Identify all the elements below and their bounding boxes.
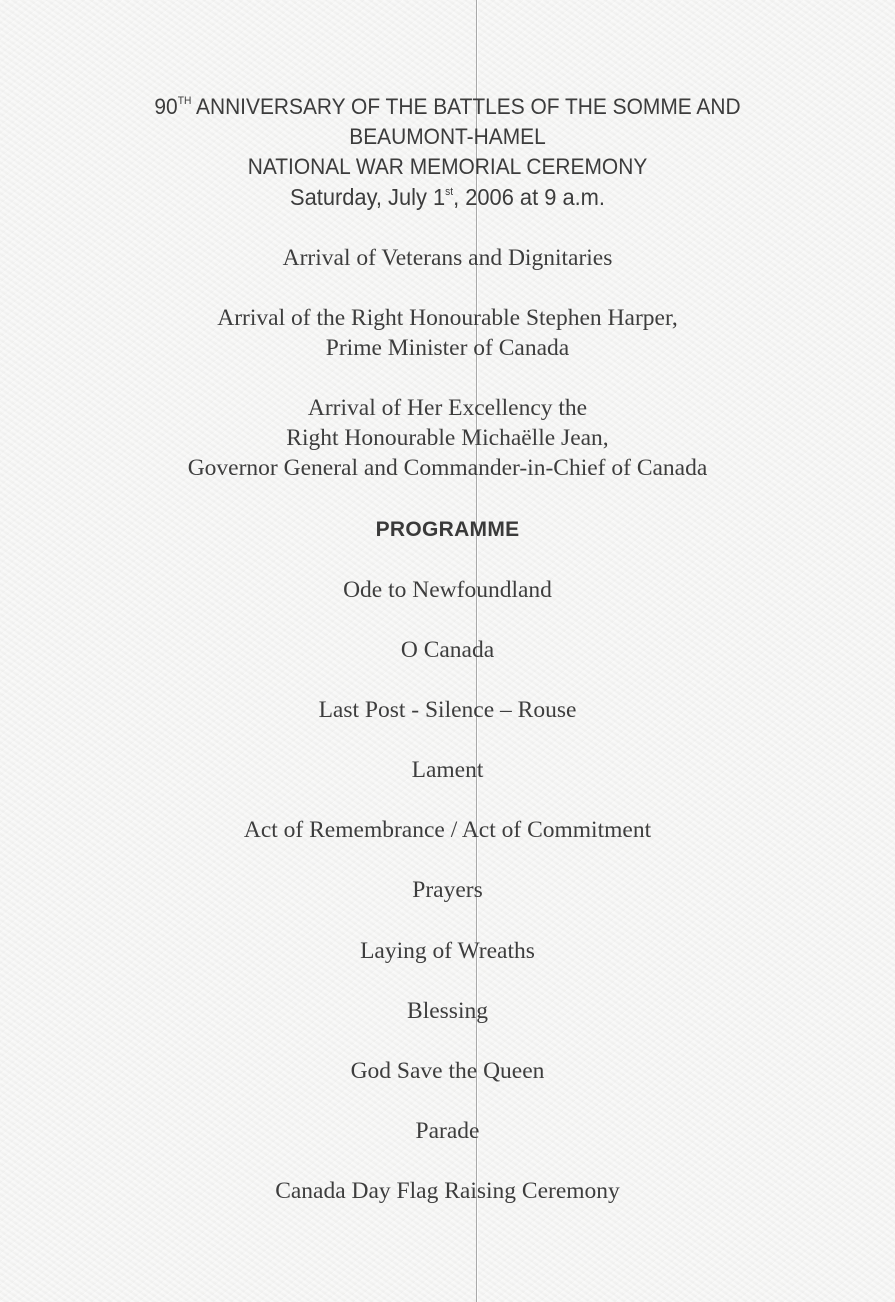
arrival-entry-veterans [0,243,895,273]
arrivals-section [0,243,895,513]
programme-item: Blessing [407,997,488,1024]
arrival-entry-prime-minister [0,303,895,363]
header-date [31,182,863,212]
arrival-line: Arrival of Veterans and Dignitaries [282,245,613,271]
header-title-line-1 [31,92,863,122]
programme-item: Last Post - Silence – Rouse [318,697,577,724]
header-title-line-2: BEAUMONT-HAMEL [349,124,546,149]
arrival-entry-governor-general [0,393,895,483]
document-header [31,92,863,212]
programme-item: Act of Remembrance / Act of Commitment [243,817,652,844]
date-ordinal-superscript: st [445,186,454,198]
anniversary-number: 90 [154,94,178,119]
ordinal-superscript: TH [177,95,192,107]
programme-list [0,575,895,1236]
programme-item: Prayers [412,877,483,904]
arrival-line: Right Honourable Michaëlle Jean, [286,425,609,451]
programme-item: Lament [411,757,484,784]
programme-item: Laying of Wreaths [360,937,535,964]
date-text: Saturday, July 1 [290,184,446,210]
programme-item: Ode to Newfoundland [343,577,552,603]
date-time-text: , 2006 at 9 a.m. [453,184,605,210]
programme-item: Canada Day Flag Raising Ceremony [275,1177,620,1204]
header-title-text: ANNIVERSARY OF THE BATTLES OF THE SOMME AND [191,94,741,119]
arrival-line: Governor General and Commander-in-Chief of Canada [187,455,708,481]
arrival-line: Arrival of the Right Honourable Stephen Harper, [217,305,678,331]
header-ceremony-title: NATIONAL WAR MEMORIAL CEREMONY [247,154,648,179]
arrival-line: Arrival of Her Excellency the [307,395,588,421]
programme-item: Parade [415,1117,480,1144]
arrival-line: Prime Minister of Canada [325,335,570,361]
programme-heading: PROGRAMME [375,518,520,541]
programme-item: God Save the Queen [350,1057,545,1084]
programme-item: O Canada [400,637,495,664]
